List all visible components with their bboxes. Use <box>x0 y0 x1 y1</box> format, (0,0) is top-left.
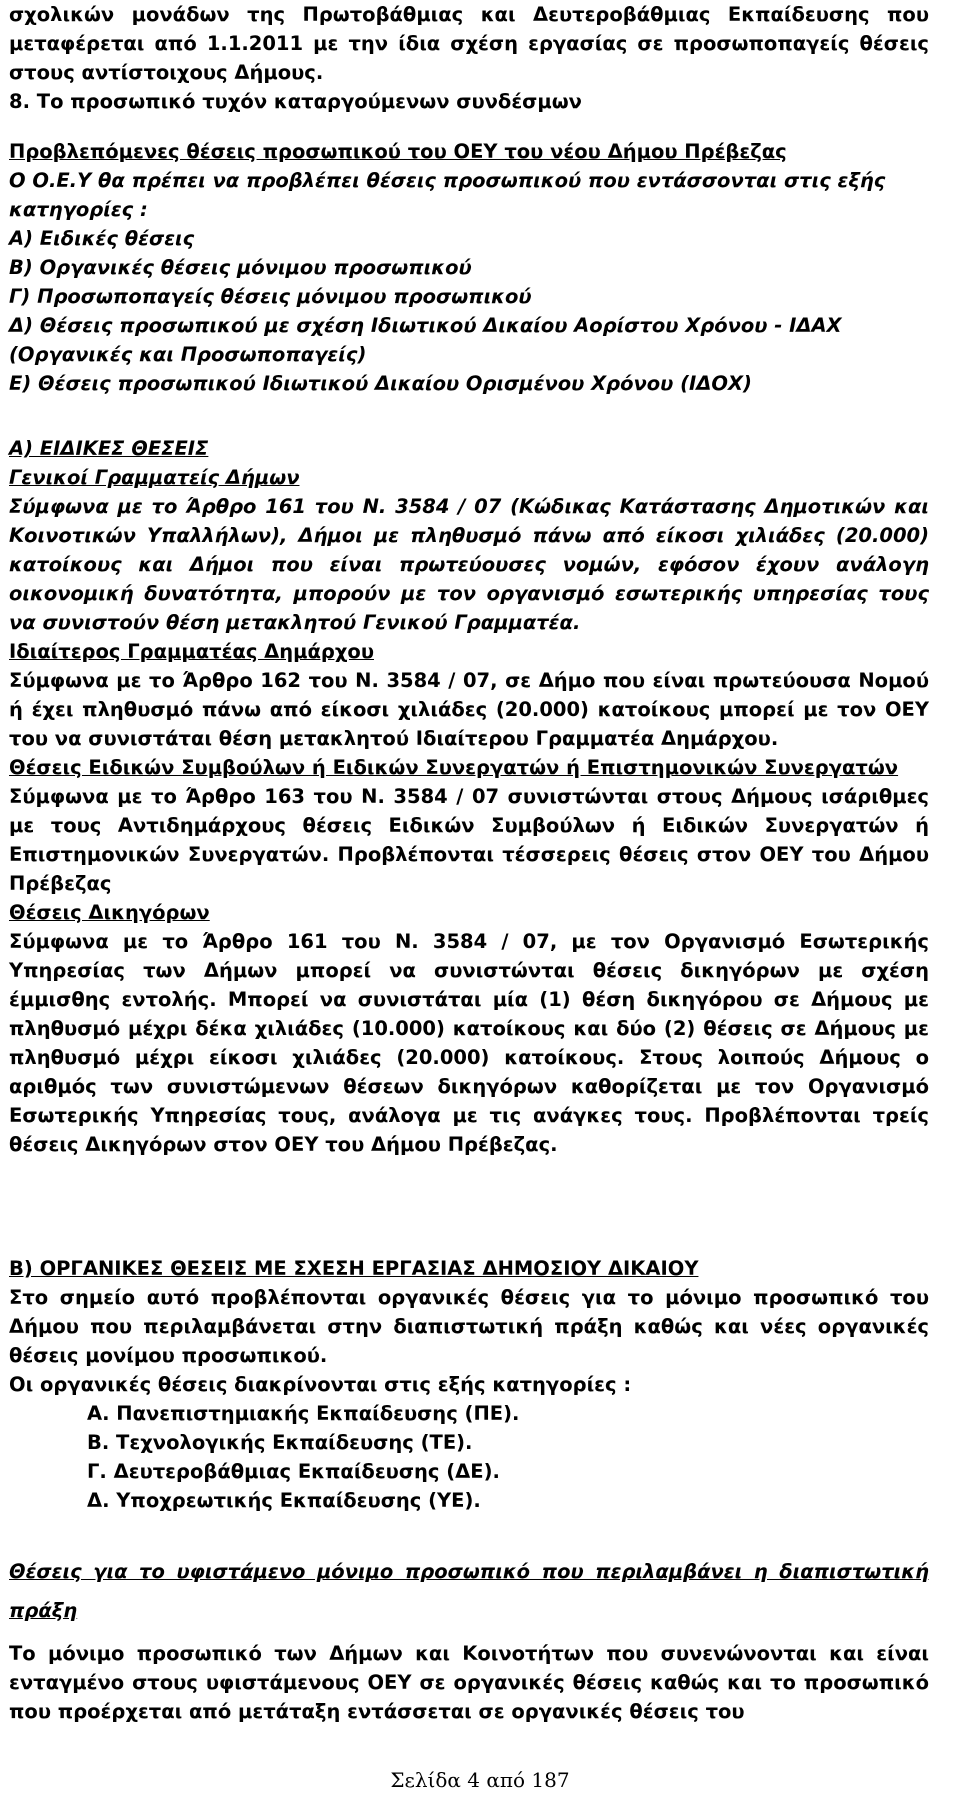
education-category-item: Α. Πανεπιστημιακής Εκπαίδευσης (ΠΕ). <box>87 1402 520 1425</box>
intro-block <box>9 0 929 116</box>
education-category-item: Γ. Δευτεροβάθμιας Εκπαίδευσης (ΔΕ). <box>87 1460 500 1483</box>
existing-staff-block <box>9 1552 929 1726</box>
section-a <box>9 434 929 1159</box>
section-b-text: Στο σημείο αυτό προβλέπονται οργανικές θέσεις για το μόνιμο προσωπικό του Δήμου που περιλαμβάνεται στην διαπιστωτική πράξη καθώς και νέες οργανικές θέσεις μονίμου προσωπικού. <box>9 1286 929 1367</box>
education-category-item: Β. Τεχνολογικής Εκπαίδευσης (ΤΕ). <box>87 1431 473 1454</box>
category-item: Δ) Θέσεις προσωπικού με σχέση Ιδιωτικού Δικαίου Αορίστου Χρόνου - ΙΔΑΧ (Οργανικές και Προσωποπαγείς) <box>9 314 842 366</box>
intro-paragraph: σχολικών μονάδων της Πρωτοβάθμιας και Δευτεροβάθμιας Εκπαίδευσης που μεταφέρεται από 1.1.2011 με την ίδια σχέση εργασίας σε προσωποπαγείς θέσεις στους αντίστοιχους Δήμους. <box>9 3 929 84</box>
category-item: Β) Οργανικές θέσεις μόνιμου προσωπικού <box>9 256 472 279</box>
education-category-item: Δ. Υποχρεωτικής Εκπαίδευσης (ΥΕ). <box>87 1489 481 1512</box>
categories-lead: Ο Ο.Ε.Υ θα πρέπει να προβλέπει θέσεις προσωπικού που εντάσσονται στις εξής κατηγορίες : <box>9 169 886 221</box>
section-a-heading: Α) ΕΙΔΙΚΕΣ ΘΕΣΕΙΣ <box>9 437 209 460</box>
mayor-secretary-title: Ιδιαίτερος Γραμματέας Δημάρχου <box>9 640 374 663</box>
advisors-text: Σύμφωνα με το Άρθρο 163 του Ν. 3584 / 07 συνιστώνται στους Δήμους ισάριθμες με τους Αντιδημάρχους θέσεις Ειδικών Συμβούλων ή Ειδικών Συνεργατών ή Επιστημονικών Συνεργατών. Προβλέπονται τέσσερεις θέσεις στον ΟΕΥ του Δήμου Πρέβεζας <box>9 785 929 895</box>
category-item: Γ) Προσωποπαγείς θέσεις μόνιμου προσωπικού <box>9 285 532 308</box>
page-number-footer: Σελίδα 4 από 187 <box>390 1768 570 1792</box>
section-b-list-lead: Οι οργανικές θέσεις διακρίνονται στις εξής κατηγορίες : <box>9 1373 632 1396</box>
lawyers-text: Σύμφωνα με το Άρθρο 161 του Ν. 3584 / 07, με τον Οργανισμό Εσωτερικής Υπηρεσίας των Δήμων μπορεί να συνιστώνται θέσεις δικηγόρων με σχέση έμμισθης εντολής. Μπορεί να συνιστάται μία (1) θέση δικηγόρου σε Δήμους με πληθυσμό μέχρι δέκα χιλιάδες (10.000) κατοίκους και δύο (2) θέσεις σε Δήμους με πληθυσμό μέχρι είκοσι χιλιάδες (20.000) κατοίκους. Στους λοιπούς Δήμους ο αριθμός των συνιστώμενων θέσεων δικηγόρων καθορίζεται με τον Οργανισμό Εσωτερικής Υπηρεσίας τους, ανάλογα με τις ανάγκες τους. Προβλέπονται τρείς θέσεις Δικηγόρων στον ΟΕΥ του Δήμου Πρέβεζας. <box>9 930 929 1156</box>
general-secretaries-text: Σύμφωνα με το Άρθρο 161 του Ν. 3584 / 07 (Κώδικας Κατάστασης Δημοτικών και Κοινοτικών Υπαλλήλων), Δήμοι με πληθυσμό πάνω από είκοσι χιλιάδες (20.000) κατοίκους και Δήμοι που είναι πρωτεύουσες νομών, εφόσον έχουν ανάλογη οικονομική δυνατότητα, μπορούν με τον οργανισμό εσωτερικής υπηρεσίας τους να συνιστούν θέση μετακλητού Γενικού Γραμματέα. <box>9 495 929 634</box>
section-b-heading: Β) ΟΡΓΑΝΙΚΕΣ ΘΕΣΕΙΣ ΜΕ ΣΧΕΣΗ ΕΡΓΑΣΙΑΣ ΔΗΜΟΣΙΟΥ ΔΙΚΑΙΟΥ <box>9 1257 699 1280</box>
category-item: Ε) Θέσεις προσωπικού Ιδιωτικού Δικαίου Ορισμένου Χρόνου (ΙΔΟΧ) <box>9 372 752 395</box>
existing-staff-text: Το μόνιμο προσωπικό των Δήμων και Κοινοτήτων που συνενώνονται και είναι ενταγμένο στους υφιστάμενους ΟΕΥ σε οργανικές θέσεις καθώς και το προσωπικό που προέρχεται από μετάταξη εντάσσεται σε οργανικές θέσεις του <box>9 1642 929 1723</box>
positions-section <box>9 137 929 398</box>
mayor-secretary-text: Σύμφωνα με το Άρθρο 162 του Ν. 3584 / 07, σε Δήμο που είναι πρωτεύουσα Νομού ή έχει πληθυσμό πάνω από είκοσι χιλιάδες (20.000) κατοίκους μπορεί με τον ΟΕΥ του να συνιστάται θέση μετακλητού Ιδιαίτερου Γραμματέα Δημάρχου. <box>9 669 929 750</box>
advisors-title: Θέσεις Ειδικών Συμβούλων ή Ειδικών Συνεργατών ή Επιστημονικών Συνεργατών <box>9 756 899 779</box>
intro-item-8: 8. Το προσωπικό τυχόν καταργούμενων συνδέσμων <box>9 90 582 113</box>
section-b <box>9 1254 929 1515</box>
lawyers-title: Θέσεις Δικηγόρων <box>9 901 210 924</box>
category-item: Α) Ειδικές θέσεις <box>9 227 195 250</box>
section-title: Προβλεπόμενες θέσεις προσωπικού του ΟΕΥ του νέου Δήμου Πρέβεζας <box>9 140 787 163</box>
existing-staff-title: Θέσεις για το υφιστάμενο μόνιμο προσωπικό που περιλαμβάνει η διαπιστωτική πράξη <box>9 1560 929 1622</box>
general-secretaries-title: Γενικοί Γραμματείς Δήμων <box>9 466 300 489</box>
